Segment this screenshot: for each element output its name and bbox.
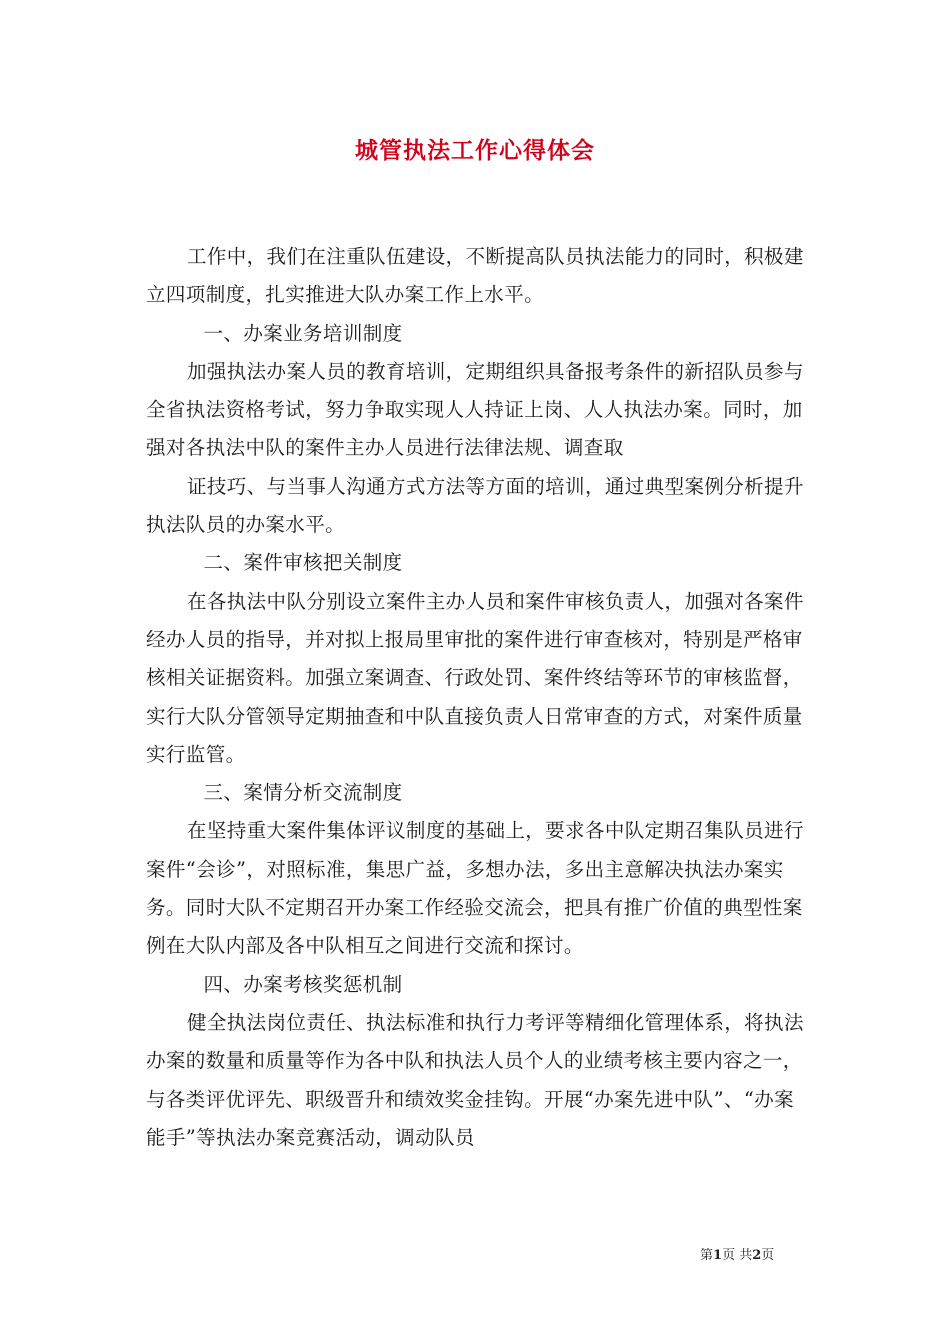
section-1-paragraph-2: 证技巧、与当事人沟通方式方法等方面的培训，通过典型案例分析提升执法队员的办案水平。: [146, 474, 804, 537]
section-heading-4: 四、办案考核奖惩机制: [203, 972, 403, 996]
section-3-paragraph: 在坚持重大案件集体评议制度的基础上，要求各中队定期召集队员进行案件“会诊”，对照标准，集思广益，多想办法，多出主意解决执法办案实务。同时大队不定期召开办案工作经验交流会，把具有推广价值的典型性案例在大队内部及各中队相互之间进行交流和探讨。: [146, 819, 804, 958]
intro-paragraph: 工作中，我们在注重队伍建设，不断提高队员执法能力的同时，积极建立四项制度，扎实推进大队办案工作上水平。: [146, 245, 804, 307]
footer-suffix: 页: [761, 1248, 775, 1263]
section-4-paragraph: 健全执法岗位责任、执法标准和执行力考评等精细化管理体系，将执法办案的数量和质量等作为各中队和执法人员个人的业绩考核主要内容之一，与各类评优评先、职级晋升和绩效奖金挂钩。开展“办案先进中队”、“办案能手”等执法办案竞赛活动，调动队员: [146, 1010, 804, 1149]
page-number-footer: [700, 1244, 774, 1263]
section-heading-3: 三、案情分析交流制度: [203, 781, 403, 805]
section-1-paragraph-1: 加强执法办案人员的教育培训，定期组织具备报考条件的新招队员参与全省执法资格考试，努力争取实现人人持证上岗、人人执法办案。同时，加强对各执法中队的案件主办人员进行法律法规、调查取: [146, 359, 804, 460]
current-page-number: 1: [713, 1248, 723, 1263]
section-heading-2: 二、案件审核把关制度: [203, 551, 403, 575]
section-2-paragraph: 在各执法中队分别设立案件主办人员和案件审核负责人，加强对各案件经办人员的指导，并对拟上报局里审批的案件进行审查核对，特别是严格审核相关证据资料。加强立案调查、行政处罚、案件终结等环节的审核监督，实行大队分管领导定期抽查和中队直接负责人日常审查的方式，对案件质量实行监管。: [146, 589, 804, 766]
total-pages-number: 2: [752, 1248, 762, 1263]
footer-prefix: 第: [700, 1248, 714, 1263]
section-heading-1: 一、办案业务培训制度: [203, 321, 403, 345]
document-body: [146, 238, 811, 1157]
document-title: 城管执法工作心得体会: [355, 137, 595, 164]
footer-middle: 页 共: [722, 1248, 753, 1263]
